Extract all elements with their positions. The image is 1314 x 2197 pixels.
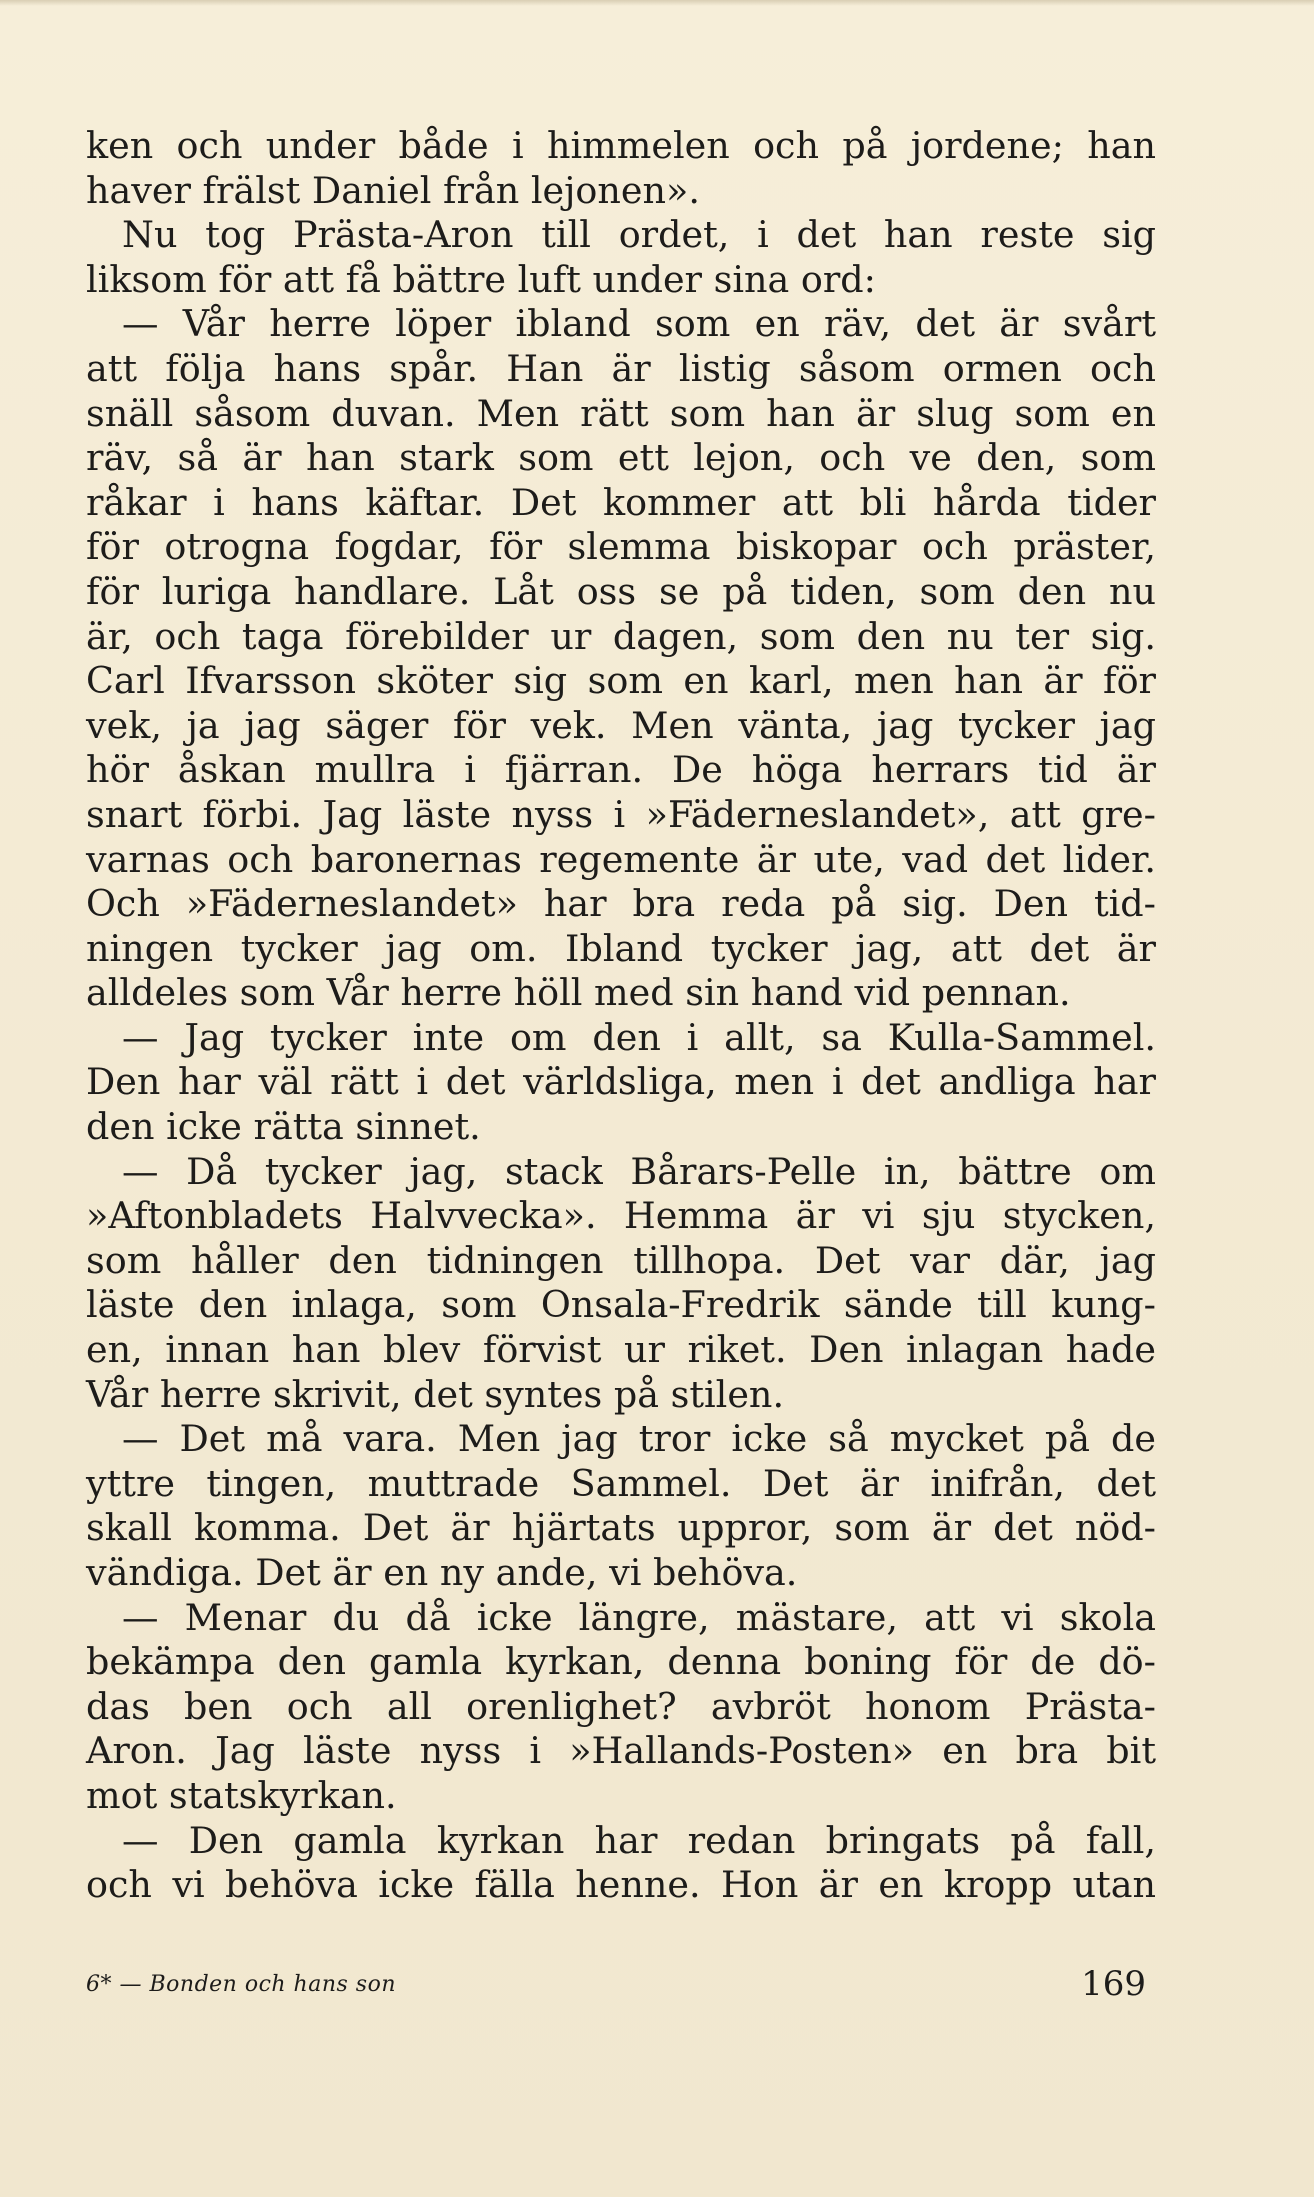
text-line: bekämpa den gamla kyrkan, denna boning för de dö- bbox=[86, 1640, 1156, 1684]
text-line: — Då tycker jag, stack Bårars-Pelle in, bättre om bbox=[122, 1149, 1156, 1193]
text-line: — Vår herre löper ibland som en räv, det är svårt bbox=[122, 302, 1156, 346]
text-line: — Menar du då icke längre, mästare, att vi skola bbox=[122, 1595, 1156, 1639]
text-line: är, och taga förebilder ur dagen, som den nu ter sig. bbox=[86, 614, 1156, 658]
text-line: läste den inlaga, som Onsala-Fredrik sände till kung- bbox=[86, 1283, 1156, 1327]
text-line: Nu tog Prästa-Aron till ordet, i det han reste sig bbox=[122, 213, 1156, 257]
text-line: yttre tingen, muttrade Sammel. Det är inifrån, det bbox=[86, 1461, 1156, 1505]
text-line: mot statskyrkan. bbox=[86, 1773, 397, 1817]
text-line: — Jag tycker inte om den i allt, sa Kulla-Sammel. bbox=[122, 1015, 1156, 1059]
text-line: ken och under både i himmelen och på jordene; han bbox=[86, 124, 1156, 167]
text-line: snäll såsom duvan. Men rätt som han är slug som en bbox=[86, 391, 1156, 435]
text-line: — Den gamla kyrkan har redan bringats på fall, bbox=[122, 1818, 1156, 1862]
text-line: Vår herre skrivit, det syntes på stilen. bbox=[86, 1372, 785, 1416]
text-line: Den har väl rätt i det världsliga, men i det andliga har bbox=[86, 1060, 1156, 1104]
text-line: och vi behöva icke fälla henne. Hon är en kropp utan bbox=[86, 1863, 1156, 1907]
text-line: skall komma. Det är hjärtats uppror, som är det nöd- bbox=[86, 1506, 1156, 1550]
signature-mark: 6* — Bonden och hans son bbox=[86, 1972, 396, 1997]
text-line: varnas och baronernas regemente är ute, vad det lider. bbox=[86, 837, 1156, 881]
text-line: »Aftonbladets Halvvecka». Hemma är vi sju stycken, bbox=[86, 1194, 1156, 1238]
text-line: alldeles som Vår herre höll med sin hand vid pennan. bbox=[86, 971, 1071, 1015]
text-line: råkar i hans käftar. Det kommer att bli hårda tider bbox=[86, 480, 1156, 524]
text-line: Carl Ifvarsson sköter sig som en karl, men han är för bbox=[86, 659, 1156, 703]
text-line: räv, så är han stark som ett lejon, och ve den, som bbox=[86, 436, 1156, 480]
text-line: som håller den tidningen tillhopa. Det var där, jag bbox=[86, 1238, 1156, 1282]
text-line: snart förbi. Jag läste nyss i »Fäderneslandet», att gre- bbox=[86, 792, 1156, 836]
text-line: för luriga handlare. Låt oss se på tiden, som den nu bbox=[86, 569, 1156, 613]
text-line: den icke rätta sinnet. bbox=[86, 1105, 481, 1149]
body-text bbox=[86, 124, 1156, 1908]
text-line: — Det må vara. Men jag tror icke så mycket på de bbox=[122, 1417, 1156, 1461]
page-top-edge bbox=[0, 0, 1314, 6]
text-line: en, innan han blev förvist ur riket. Den inlagan hade bbox=[86, 1328, 1156, 1372]
text-line: vändiga. Det är en ny ande, vi behöva. bbox=[86, 1551, 798, 1594]
page-footer bbox=[86, 1964, 1146, 2014]
text-line: liksom för att få bättre luft under sina ord: bbox=[86, 257, 876, 301]
text-line: vek, ja jag säger för vek. Men vänta, jag tycker jag bbox=[86, 703, 1156, 747]
text-line: ningen tycker jag om. Ibland tycker jag, att det är bbox=[86, 926, 1156, 970]
page-number: 169 bbox=[1081, 1964, 1146, 2004]
text-line: haver frälst Daniel från lejonen». bbox=[86, 168, 700, 212]
text-line: hör åskan mullra i fjärran. De höga herrars tid är bbox=[86, 748, 1156, 792]
text-line: för otrogna fogdar, för slemma biskopar och präster, bbox=[86, 525, 1156, 569]
text-line: das ben och all orenlighet? avbröt honom Prästa- bbox=[86, 1684, 1156, 1728]
text-line: Aron. Jag läste nyss i »Hallands-Posten» en bra bit bbox=[86, 1729, 1156, 1773]
text-line: att följa hans spår. Han är listig såsom ormen och bbox=[86, 346, 1156, 390]
text-line: Och »Fäderneslandet» har bra reda på sig. Den tid- bbox=[86, 882, 1156, 926]
